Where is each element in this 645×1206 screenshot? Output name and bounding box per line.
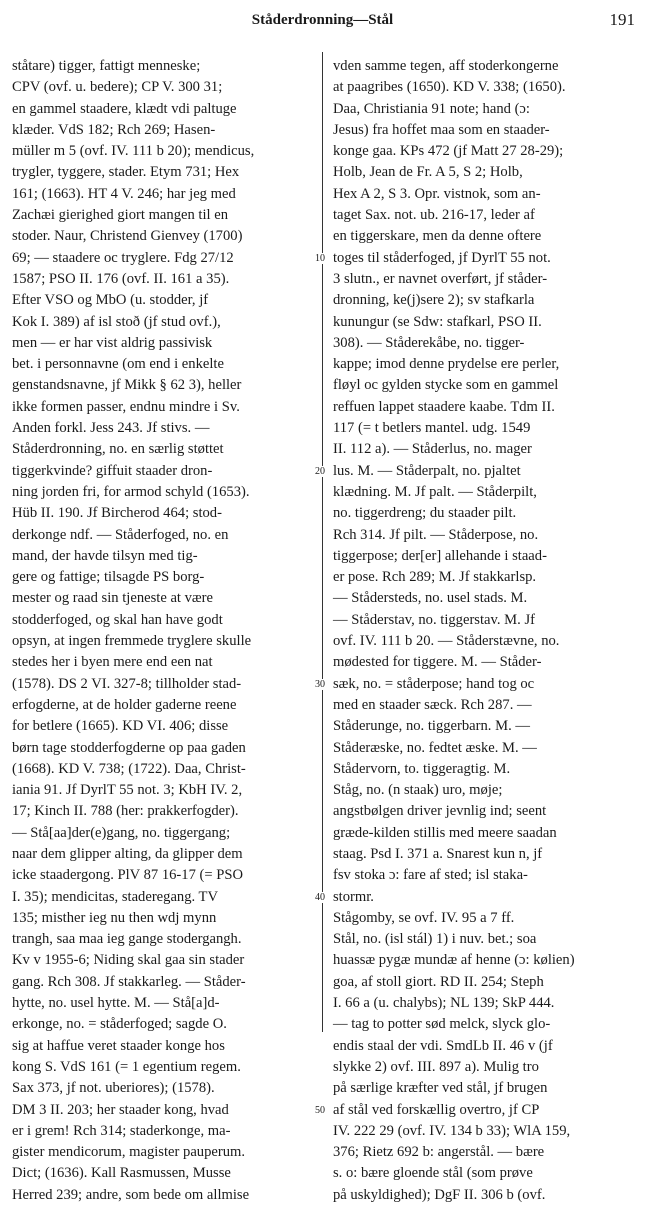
text-line: med en staader sæck. Rch 287. — <box>333 696 532 713</box>
text-line: goa, af stoll giort. RD II. 254; Steph <box>333 973 544 990</box>
text-line: mand, der havde tilsyn med tig- <box>12 547 198 564</box>
text-line: Dict; (1636). Kall Rasmussen, Musse <box>12 1165 231 1182</box>
text-line: stodderfoged, og skal han have godt <box>12 611 223 628</box>
text-line: no. tiggerdreng; du staader pilt. <box>333 505 517 522</box>
text-line: Rch 314. Jf pilt. — Ståderpose, no. <box>333 526 539 543</box>
page-number: 191 <box>609 10 635 29</box>
text-line: ning jorden fri, for armod schyld (1653). <box>12 483 250 500</box>
text-line: gere og fattige; tilsagde PS borg- <box>12 569 205 586</box>
text-line: slykke 2) ovf. III. 897 a). Mulig tro <box>333 1058 539 1075</box>
text-line: Ståderunge, no. tiggerbarn. M. — <box>333 718 530 735</box>
page-header <box>0 0 645 48</box>
text-line: Anden forkl. Jess 243. Jf stivs. — <box>12 420 210 437</box>
text-line: Stål, no. (isl stál) 1) i nuv. bet.; soa <box>333 931 537 948</box>
text-line: en gammel staadere, klædt vdi paltuge <box>12 100 237 117</box>
text-line: derkonge ndf. — Ståderfoged, no. en <box>12 526 229 543</box>
text-line: lus. M. — Ståderpalt, no. pjaltet <box>333 462 521 479</box>
text-line: 17; Kinch II. 788 (her: prakkerfogder). <box>12 803 239 820</box>
text-line: müller m 5 (ovf. IV. 111 b 20); mendicus, <box>12 143 255 160</box>
text-line: at paagribes (1650). KD V. 338; (1650). <box>333 79 566 96</box>
text-line: stedes her i byen mere end een nat <box>12 654 213 671</box>
text-line: sæk, no. = ståderpose; hand tog oc <box>333 675 535 692</box>
text-line: fsv stoka ɔ: fare af sted; isl staka- <box>333 867 528 884</box>
text-line: kappe; imod denne prydelse ere perler, <box>333 356 560 373</box>
text-line: Sax 373, jf not. uberiores); (1578). <box>12 1080 215 1097</box>
text-line: ovf. IV. 111 b 20. — Ståderstævne, no. <box>333 633 560 650</box>
text-line: CPV (ovf. u. bedere); CP V. 300 31; <box>12 79 223 96</box>
running-head: Ståderdronning—Stål <box>251 12 394 28</box>
text-line: — Stå[aa]der(e)gang, no. tiggergang; <box>12 824 231 841</box>
line-number-marker: 40 <box>309 892 331 903</box>
text-line: Jesus) fra hoffet maa som en staader- <box>333 121 550 138</box>
text-line: Daa, Christiania 91 note; hand (ɔ: <box>333 100 530 117</box>
text-line: hytte, no. usel hytte. M. — Stå[a]d- <box>12 995 220 1012</box>
text-line: dronning, ke(j)sere 2); sv stafkarla <box>333 292 535 309</box>
text-line: endis staal der vdi. SmdLb II. 46 v (jf <box>333 1037 553 1054</box>
text-line: angstbølgen driver jevnlig ind; seent <box>333 803 547 820</box>
text-line: genstandsnavne, jf Mikk § 62 3), heller <box>12 377 242 394</box>
text-line: Hüb II. 190. Jf Bircherod 464; stod- <box>12 505 222 522</box>
text-line: gang. Rch 308. Jf stakkarleg. — Ståder- <box>12 973 246 990</box>
text-line: 161; (1663). HT 4 V. 246; har jeg med <box>12 185 236 202</box>
line-number-marker: 20 <box>309 466 331 477</box>
line-number-marker: 30 <box>309 679 331 690</box>
text-line: (1668). KD V. 738; (1722). Daa, Christ- <box>12 760 246 777</box>
text-line: 135; misther ieg nu then wdj mynn <box>12 909 217 926</box>
text-line: — Stådersteds, no. usel stads. M. <box>333 590 528 607</box>
text-line: I. 35); mendicitas, staderegang. TV <box>12 888 219 905</box>
text-line: konge gaa. KPs 472 (jf Matt 27 28-29); <box>333 143 564 160</box>
text-line: græde-kilden stillis med meere saadan <box>333 824 557 841</box>
text-line: icke staadergong. PlV 87 16-17 (= PSO <box>12 867 244 884</box>
text-line: toges til ståderfoged, jf DyrlT 55 not. <box>333 249 551 266</box>
text-line: iania 91. Jf DyrlT 55 not. 3; KbH IV. 2, <box>12 782 243 799</box>
text-line: bet. i personnavne (om end i enkelte <box>12 356 224 373</box>
text-line: 69; — staadere oc tryglere. Fdg 27/12 <box>12 249 234 266</box>
text-line: Hex A 2, S 3. Opr. vistnok, som an- <box>333 185 541 202</box>
text-line: for betlere (1665). KD VI. 406; disse <box>12 718 229 735</box>
text-line: tiggerkvinde? giffuit staader dron- <box>12 462 213 479</box>
text-line: taget Sax. not. ub. 216-17, leder af <box>333 207 535 224</box>
text-line: en tiggerskare, men da denne oftere <box>333 228 542 245</box>
text-line: vden samme tegen, aff stoderkongerne <box>333 58 559 74</box>
text-line: stoder. Naur, Christend Gienvey (1700) <box>12 228 243 245</box>
text-line: opsyn, at ingen fremmede tryglere skulle <box>12 633 252 650</box>
text-line: — Ståderstav, no. tiggerstav. M. Jf <box>333 611 535 628</box>
text-line: klæder. VdS 182; Rch 269; Hasen- <box>12 121 216 138</box>
text-line: på uskyldighed); DgF II. 306 b (ovf. <box>333 1186 546 1203</box>
text-line: Kv v 1955-6; Niding skal gaa sin stader <box>12 952 245 969</box>
text-line: Zachæi gierighed giort mangen til en <box>12 207 229 224</box>
text-line: staag. Psd I. 371 a. Snarest kun n, jf <box>333 845 543 862</box>
line-number-marker: 50 <box>309 1105 331 1116</box>
text-line: reffuen lappet staadere kaabe. Tdm II. <box>333 398 555 415</box>
text-line: 1587; PSO II. 176 (ovf. II. 161 a 35). <box>12 270 230 287</box>
text-line: s. o: bære gloende stål (som prøve <box>333 1165 533 1182</box>
text-line: — tag to potter sød melck, slyck glo- <box>333 1016 551 1033</box>
text-line: af stål ved forskællig overtro, jf CP <box>333 1101 540 1118</box>
text-line: på særlige kræfter ved stål, jf brugen <box>333 1080 548 1097</box>
text-line: kong S. VdS 161 (= 1 egentium regem. <box>12 1058 241 1075</box>
text-line: tiggerpose; der[er] allehande i staad- <box>333 547 547 564</box>
line-number-marker: 10 <box>309 253 331 264</box>
text-line: Stågomby, se ovf. IV. 95 a 7 ff. <box>333 909 515 926</box>
text-line: IV. 222 29 (ovf. IV. 134 b 33); WlA 159, <box>333 1122 571 1139</box>
column-divider <box>322 52 323 1032</box>
text-line: 117 (= t betlers mantel. udg. 1549 <box>333 420 531 437</box>
text-line: Ståderdronning, no. en særlig støttet <box>12 441 224 458</box>
text-line: trangh, saa maa ieg gange stodergangh. <box>12 931 242 948</box>
text-line: Stådervorn, to. tiggeragtig. M. <box>333 760 511 777</box>
text-line: 308). — Ståderekåbe, no. tigger- <box>333 334 525 351</box>
text-line: Herred 239; andre, som bede om allmise <box>12 1186 250 1203</box>
text-line: huassæ pygæ mundæ af henne (ɔ: kølien) <box>333 952 575 969</box>
text-line: ståtare) tigger, fattigt menneske; <box>12 58 201 74</box>
text-line: fløyl oc gylden stycke som en gammel <box>333 377 559 394</box>
text-line: stormr. <box>333 888 374 905</box>
text-line: II. 112 a). — Ståderlus, no. mager <box>333 441 532 458</box>
text-line: erfogderne, at de holder gaderne reene <box>12 696 237 713</box>
text-line: Efter VSO og MbO (u. stodder, jf <box>12 292 209 309</box>
text-line: 376; Rietz 692 b: angerstål. — bære <box>333 1144 545 1161</box>
text-line: men — er har vist aldrig passivisk <box>12 334 213 351</box>
text-line: børn tage stodderfogderne op paa gaden <box>12 739 246 756</box>
text-line: I. 66 a (u. chalybs); NL 139; SkP 444. <box>333 995 555 1012</box>
text-line: trygler, tyggere, stader. Etym 731; Hex <box>12 164 240 181</box>
text-line: DM 3 II. 203; her staader kong, hvad <box>12 1101 229 1118</box>
left-column <box>12 56 314 1206</box>
text-line: (1578). DS 2 VI. 327-8; tillholder stad- <box>12 675 242 692</box>
text-line: kunungur (se Sdw: stafkarl, PSO II. <box>333 313 542 330</box>
text-line: ikke formen passer, endnu mindre i Sv. <box>12 398 240 415</box>
text-line: er pose. Rch 289; M. Jf stakkarlsp. <box>333 569 537 586</box>
text-line: mester og raad sin tjeneste at være <box>12 590 213 607</box>
text-line: Ståderæske, no. fedtet æske. M. — <box>333 739 537 756</box>
text-line: klædning. M. Jf palt. — Ståderpilt, <box>333 483 537 500</box>
text-line: Holb, Jean de Fr. A 5, S 2; Holb, <box>333 164 523 181</box>
text-line: sig at haffue veret staader konge hos <box>12 1037 225 1054</box>
text-line: erkonge, no. = ståderfoged; sagde O. <box>12 1016 227 1033</box>
text-line: Ståg, no. (n staak) uro, møje; <box>333 782 503 799</box>
text-line: Kok I. 389) af isl stoð (jf stud ovf.), <box>12 313 221 330</box>
text-line: naar dem glipper alting, da glipper dem <box>12 845 243 862</box>
text-line: gister mendicorum, magister pauperum. <box>12 1144 246 1161</box>
right-column <box>333 56 636 1206</box>
text-line: er i grem! Rch 314; staderkonge, ma- <box>12 1122 231 1139</box>
text-line: mødested for tiggere. M. — Ståder- <box>333 654 542 671</box>
text-line: 3 slutn., er navnet overført, jf ståder- <box>333 270 548 287</box>
